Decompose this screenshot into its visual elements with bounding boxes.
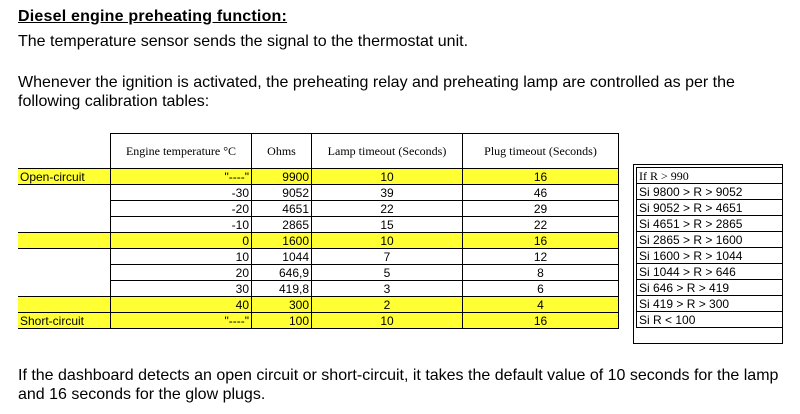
description-paragraph: Whenever the ignition is activated, the preheating relay and preheating lamp are controlled as per the following calibration tables: xyxy=(18,74,735,110)
lamp-timeout-cell: 3 xyxy=(312,281,463,297)
range-row xyxy=(637,248,783,264)
lamp-timeout-cell: 5 xyxy=(312,265,463,281)
table-row xyxy=(18,249,619,265)
range-cell: Si 9800 > R > 9052 xyxy=(637,184,783,200)
lamp-timeout-cell: 2 xyxy=(312,297,463,313)
row-label: Open-circuit xyxy=(18,169,111,185)
row-label xyxy=(18,233,111,249)
temperature-cell: 20 xyxy=(111,265,252,281)
table-row xyxy=(18,169,619,185)
range-cell: Si 9052 > R > 4651 xyxy=(637,200,783,216)
table-row xyxy=(18,313,619,329)
range-cell: Si 646 > R > 419 xyxy=(637,280,783,296)
table-row xyxy=(18,265,619,281)
range-cell: Si 1044 > R > 646 xyxy=(637,264,783,280)
page-title: Diesel engine preheating function: xyxy=(18,8,288,25)
calibration-table xyxy=(18,133,619,329)
row-label xyxy=(18,185,111,201)
temperature-cell: 30 xyxy=(111,281,252,297)
plug-timeout-cell: 22 xyxy=(463,217,619,233)
range-cell: Si R < 100 xyxy=(637,312,783,328)
lamp-timeout-cell: 22 xyxy=(312,201,463,217)
plug-timeout-cell: 6 xyxy=(463,281,619,297)
ohms-cell: 419,8 xyxy=(252,281,312,297)
range-row xyxy=(637,184,783,200)
plug-timeout-cell: 46 xyxy=(463,185,619,201)
temperature-cell: "----" xyxy=(111,169,252,185)
range-cell: Si 419 > R > 300 xyxy=(637,296,783,312)
range-row xyxy=(637,264,783,280)
range-row xyxy=(637,216,783,232)
plug-timeout-header: Plug timeout (Seconds) xyxy=(463,134,619,169)
range-row xyxy=(637,200,783,216)
row-label xyxy=(18,265,111,281)
temperature-cell: -30 xyxy=(111,185,252,201)
plug-timeout-cell: 29 xyxy=(463,201,619,217)
temperature-header: Engine temperature °C xyxy=(111,134,252,169)
row-label: Short-circuit xyxy=(18,313,111,329)
temperature-cell: "----" xyxy=(111,313,252,329)
lamp-timeout-header: Lamp timeout (Seconds) xyxy=(312,134,463,169)
plug-timeout-cell: 4 xyxy=(463,297,619,313)
ohms-cell: 2865 xyxy=(252,217,312,233)
lamp-timeout-cell: 10 xyxy=(312,313,463,329)
range-row xyxy=(637,168,783,184)
intro-paragraph: The temperature sensor sends the signal to the thermostat unit. xyxy=(18,33,469,50)
footer-paragraph: If the dashboard detects an open circuit or short-circuit, it takes the default value of 10 seconds for the lamp and 16 seconds for the glow plugs. xyxy=(18,367,779,403)
ohms-header: Ohms xyxy=(252,134,312,169)
temperature-cell: -20 xyxy=(111,201,252,217)
range-row xyxy=(637,232,783,248)
lamp-timeout-cell: 39 xyxy=(312,185,463,201)
plug-timeout-cell: 8 xyxy=(463,265,619,281)
table-row xyxy=(18,233,619,249)
range-cell: If R > 990 xyxy=(637,168,783,184)
ohms-cell: 4651 xyxy=(252,201,312,217)
plug-timeout-cell: 16 xyxy=(463,313,619,329)
ohms-cell: 300 xyxy=(252,297,312,313)
temperature-cell: 0 xyxy=(111,233,252,249)
table-row xyxy=(18,185,619,201)
ohms-cell: 1600 xyxy=(252,233,312,249)
ohms-cell: 9052 xyxy=(252,185,312,201)
row-label xyxy=(18,201,111,217)
label-header-blank xyxy=(18,134,111,169)
table-row xyxy=(18,201,619,217)
lamp-timeout-cell: 10 xyxy=(312,233,463,249)
calibration-header-row xyxy=(18,134,619,169)
resistance-ranges-table xyxy=(636,167,783,328)
lamp-timeout-cell: 15 xyxy=(312,217,463,233)
range-cell: Si 2865 > R > 1600 xyxy=(637,232,783,248)
temperature-cell: 10 xyxy=(111,249,252,265)
lamp-timeout-cell: 7 xyxy=(312,249,463,265)
temperature-cell: 40 xyxy=(111,297,252,313)
range-row xyxy=(637,312,783,328)
temperature-cell: -10 xyxy=(111,217,252,233)
ohms-cell: 646,9 xyxy=(252,265,312,281)
row-label xyxy=(18,297,111,313)
table-row xyxy=(18,297,619,313)
plug-timeout-cell: 12 xyxy=(463,249,619,265)
plug-timeout-cell: 16 xyxy=(463,169,619,185)
plug-timeout-cell: 16 xyxy=(463,233,619,249)
lamp-timeout-cell: 10 xyxy=(312,169,463,185)
row-label xyxy=(18,281,111,297)
ohms-cell: 100 xyxy=(252,313,312,329)
table-row xyxy=(18,281,619,297)
row-label xyxy=(18,249,111,265)
range-cell: Si 4651 > R > 2865 xyxy=(637,216,783,232)
table-row xyxy=(18,217,619,233)
range-row xyxy=(637,280,783,296)
ohms-cell: 9900 xyxy=(252,169,312,185)
ohms-cell: 1044 xyxy=(252,249,312,265)
range-row xyxy=(637,296,783,312)
range-cell: Si 1600 > R > 1044 xyxy=(637,248,783,264)
row-label xyxy=(18,217,111,233)
